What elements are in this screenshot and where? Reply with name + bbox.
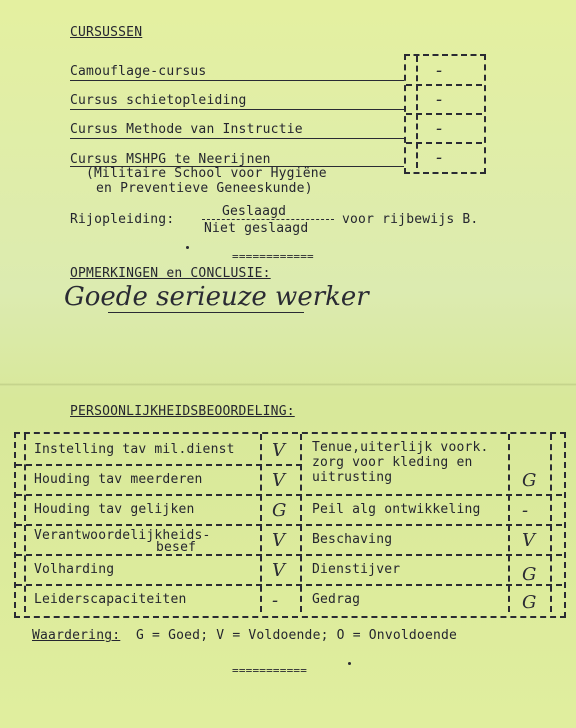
- left-item-3-label: Houding tav gelijken: [34, 502, 195, 517]
- rijopleiding-divider: [202, 219, 334, 220]
- opmerkingen-heading: OPMERKINGEN en CONCLUSIE:: [70, 266, 271, 281]
- left-item-6-label: Leiderscapaciteiten: [34, 592, 187, 607]
- waardering-text: G = Goed; V = Voldoende; O = Onvoldoende: [136, 628, 458, 643]
- left-item-1-label: Instelling tav mil.dienst: [34, 442, 235, 457]
- course-box-sep-2: [406, 113, 482, 115]
- right-item-1-label: Tenue,uiterlijk voork.: [312, 440, 489, 455]
- mshpg-note-line1: (Militaire School voor Hygiëne: [86, 166, 327, 181]
- table-row-sep-4: [16, 554, 562, 556]
- course-1-label: Camouflage-cursus: [70, 64, 207, 79]
- course-box-sep-3: [406, 142, 482, 144]
- course-2-mark: -: [436, 89, 443, 110]
- course-box-inner-line: [416, 56, 418, 168]
- course-2-line: [70, 109, 404, 110]
- course-2-label: Cursus schietopleiding: [70, 93, 247, 108]
- separator-bottom: ===========: [232, 664, 308, 677]
- rijopleiding-suffix: voor rijbewijs B.: [342, 212, 479, 227]
- right-item-5-label: Gedrag: [312, 592, 361, 607]
- rijopleiding-option-top: Geslaagd: [222, 204, 287, 219]
- left-item-4-label2: besef: [156, 540, 197, 555]
- course-4-label: Cursus MSHPG te Neerijnen: [70, 152, 271, 167]
- opmerkingen-handwritten: Goede serieuze werker: [64, 282, 369, 312]
- course-box-sep-1: [406, 84, 482, 86]
- handwriting-underline: [108, 312, 304, 313]
- cursussen-heading: CURSUSSEN: [70, 25, 143, 40]
- course-3-line: [70, 138, 404, 139]
- left-item-5-label: Volharding: [34, 562, 115, 577]
- rijopleiding-option-bottom: Niet geslaagd: [204, 221, 309, 236]
- left-item-4-label: Verantwoordelijkheids-: [34, 528, 211, 543]
- left-item-1-mark: V: [272, 440, 285, 461]
- right-item-2-label: Peil alg ontwikkeling: [312, 502, 481, 517]
- course-1-mark: -: [436, 60, 443, 81]
- course-4-mark: -: [436, 147, 443, 168]
- separator-top: ============: [232, 250, 314, 263]
- left-item-6-mark: -: [272, 590, 279, 611]
- right-item-1-label3: uitrusting: [312, 470, 393, 485]
- rijopleiding-label: Rijopleiding:: [70, 212, 175, 227]
- table-row-sep-3: [16, 524, 562, 526]
- right-item-2-mark: -: [522, 500, 529, 521]
- left-item-3-mark: G: [272, 500, 287, 521]
- waardering-label: Waardering:: [32, 628, 121, 643]
- right-item-3-mark: V: [522, 530, 535, 551]
- table-row-sep-2: [16, 494, 562, 496]
- right-item-5-mark: G: [522, 592, 537, 613]
- left-item-2-label: Houding tav meerderen: [34, 472, 203, 487]
- course-3-mark: -: [436, 118, 443, 139]
- course-3-label: Cursus Methode van Instructie: [70, 122, 303, 137]
- table-row-sep-left-1: [16, 464, 302, 466]
- left-item-2-mark: V: [272, 470, 285, 491]
- right-item-1-label2: zorg voor kleding en: [312, 455, 473, 470]
- right-item-3-label: Beschaving: [312, 532, 393, 547]
- left-item-5-mark: V: [272, 560, 285, 581]
- right-item-4-label: Dienstijver: [312, 562, 401, 577]
- table-row-sep-5: [16, 584, 562, 586]
- ink-dot-2: [348, 662, 351, 665]
- right-item-1-mark: G: [522, 470, 537, 491]
- persoonlijkheid-heading: PERSOONLIJKHEIDSBEOORDELING:: [70, 404, 295, 419]
- right-item-4-mark: G: [522, 564, 537, 585]
- left-item-4-mark: V: [272, 530, 285, 551]
- paper-fold: [0, 383, 576, 386]
- mshpg-note-line2: en Preventieve Geneeskunde): [96, 181, 313, 196]
- course-1-line: [70, 80, 404, 81]
- ink-dot: [186, 246, 189, 249]
